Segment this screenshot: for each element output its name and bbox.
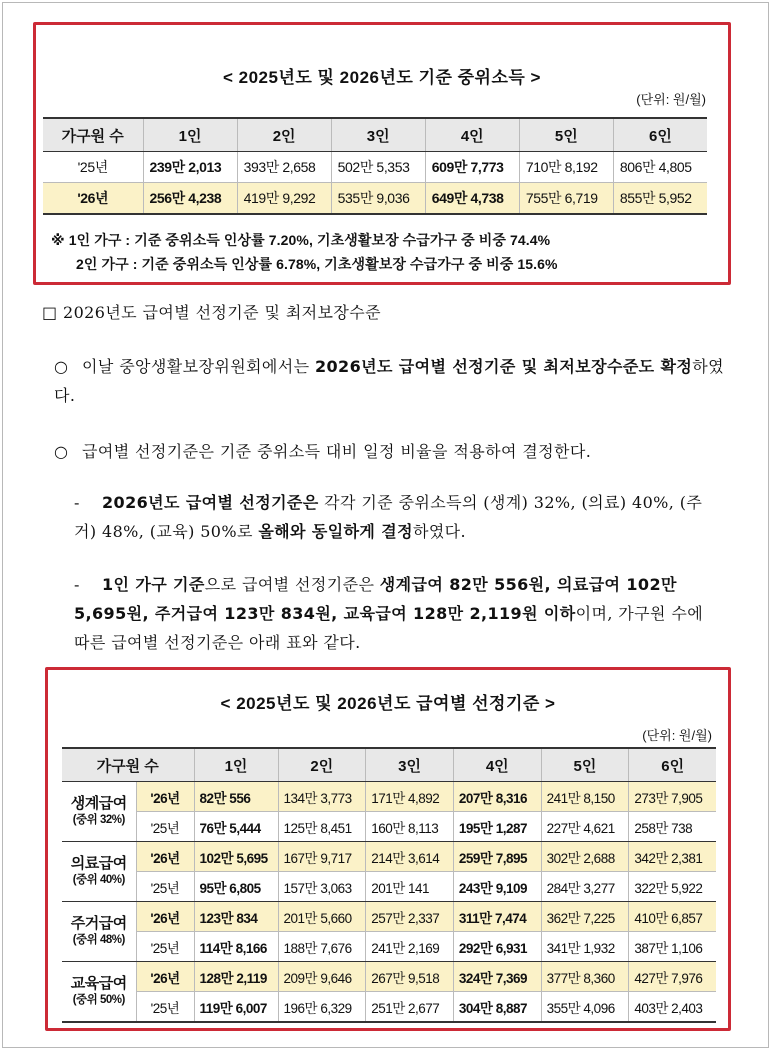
- circle-bullet: ○: [54, 442, 69, 461]
- value-cell: 123만 834: [194, 902, 278, 932]
- benefit-group-label: [62, 782, 136, 842]
- value-cell: 243만 9,109: [453, 872, 541, 902]
- value-cell: 311만 7,474: [453, 902, 541, 932]
- paragraph-2: [54, 437, 724, 466]
- value-cell: 341만 1,932: [541, 932, 629, 962]
- year-cell: '25년: [136, 872, 194, 902]
- dash-bullet: -: [74, 493, 80, 512]
- p4-text: 으로 급여별 선정기준은: [204, 575, 380, 594]
- value-cell: 649만 4,738: [425, 183, 519, 215]
- p3-text: 각각 기준 중위소득의 (생계) 32%, (의료) 40%, (주거) 48%, (교육) 50%로: [74, 493, 703, 541]
- paragraph-4: [74, 570, 724, 657]
- value-cell: 251만 2,677: [366, 992, 454, 1023]
- footnote-1: ※ 1인 가구 : 기준 중위소득 인상률 7.20%, 기초생활보장 수급가구 중 비중 74.4%: [51, 232, 551, 248]
- header-cell: 3인: [331, 118, 425, 152]
- benefit-name: 주거급여: [70, 914, 127, 932]
- header-cell: 2인: [278, 748, 366, 782]
- value-cell: 157만 3,063: [278, 872, 366, 902]
- year-cell: '26년: [136, 842, 194, 872]
- p2-text: 급여별 선정기준은 기준 중위소득 대비 일정 비율을 적용하여 결정한다.: [82, 442, 592, 461]
- value-cell: 82만 556: [194, 782, 278, 812]
- value-cell: 377만 8,360: [541, 962, 629, 992]
- value-cell: 134만 3,773: [278, 782, 366, 812]
- header-cell: 1인: [143, 118, 237, 152]
- p1-bold: 2026년도 급여별 선정기준 및 최저보장수준도 확정: [314, 357, 693, 376]
- header-cell: 6인: [629, 748, 716, 782]
- header-cell: 6인: [613, 118, 707, 152]
- value-cell: 125만 8,451: [278, 812, 366, 842]
- value-cell: 76만 5,444: [194, 812, 278, 842]
- benefit-group-label: [62, 842, 136, 902]
- year-cell: '26년: [136, 782, 194, 812]
- table-row: [62, 812, 716, 842]
- header-cell: 가구원 수: [62, 748, 194, 782]
- value-cell: 342만 2,381: [629, 842, 716, 872]
- p3-text-end: 하였다.: [412, 522, 467, 541]
- p3-bold-1: 2026년도 급여별 선정기준은: [102, 493, 319, 512]
- table-row: [62, 902, 716, 932]
- table-row: [62, 932, 716, 962]
- value-cell: 102만 5,695: [194, 842, 278, 872]
- value-cell: 114만 8,166: [194, 932, 278, 962]
- p1-text: 이날 중앙생활보장위원회에서는: [82, 357, 315, 376]
- year-cell: '26년: [43, 183, 143, 215]
- value-cell: 302만 2,688: [541, 842, 629, 872]
- year-cell: '25년: [43, 152, 143, 183]
- benefit-rate: (중위 50%): [72, 993, 125, 1006]
- value-cell: 171만 4,892: [366, 782, 454, 812]
- dash-bullet: -: [74, 575, 80, 594]
- paragraph-1: [54, 352, 724, 410]
- p3-bold-2: 올해와 동일하게 결정: [258, 522, 413, 541]
- benefit-group-label: [62, 902, 136, 962]
- value-cell: 273만 7,905: [629, 782, 716, 812]
- value-cell: 419만 9,292: [237, 183, 331, 215]
- header-cell: 가구원 수: [43, 118, 143, 152]
- footnote-2: 2인 가구 : 기준 중위소득 인상률 6.78%, 기초생활보장 수급가구 중 비중 15.6%: [76, 256, 558, 272]
- value-cell: 355만 4,096: [541, 992, 629, 1023]
- year-cell: '25년: [136, 932, 194, 962]
- table-row: [62, 842, 716, 872]
- value-cell: 209만 9,646: [278, 962, 366, 992]
- value-cell: 393만 2,658: [237, 152, 331, 183]
- benefit-rate: (중위 32%): [72, 813, 125, 826]
- value-cell: 535만 9,036: [331, 183, 425, 215]
- value-cell: 259만 7,895: [453, 842, 541, 872]
- benefit-criteria-unit: (단위: 원/월): [642, 728, 712, 743]
- year-cell: '25년: [136, 992, 194, 1023]
- p1-text-end: 하였다.: [54, 357, 724, 405]
- table-row: [62, 782, 716, 812]
- value-cell: 196만 6,329: [278, 992, 366, 1023]
- value-cell: 755만 6,719: [519, 183, 613, 215]
- paragraph-3: [74, 488, 724, 546]
- value-cell: 257만 2,337: [366, 902, 454, 932]
- table-row: [62, 872, 716, 902]
- value-cell: 427만 7,976: [629, 962, 716, 992]
- benefit-criteria-body: [62, 782, 716, 1023]
- value-cell: 362만 7,225: [541, 902, 629, 932]
- value-cell: 387만 1,106: [629, 932, 716, 962]
- value-cell: 214만 3,614: [366, 842, 454, 872]
- table-row: [43, 183, 707, 215]
- value-cell: 201만 141: [366, 872, 454, 902]
- year-cell: '26년: [136, 962, 194, 992]
- table-row: [62, 992, 716, 1023]
- header-cell: 2인: [237, 118, 331, 152]
- value-cell: 256만 4,238: [143, 183, 237, 215]
- year-cell: '25년: [136, 812, 194, 842]
- value-cell: 128만 2,119: [194, 962, 278, 992]
- median-income-box: [33, 22, 731, 285]
- header-cell: 5인: [519, 118, 613, 152]
- value-cell: 160만 8,113: [366, 812, 454, 842]
- benefit-criteria-title: < 2025년도 및 2026년도 급여별 선정기준 >: [220, 694, 556, 713]
- value-cell: 855만 5,952: [613, 183, 707, 215]
- value-cell: 267만 9,518: [366, 962, 454, 992]
- value-cell: 284만 3,277: [541, 872, 629, 902]
- median-income-table: [43, 117, 707, 215]
- value-cell: 502만 5,353: [331, 152, 425, 183]
- value-cell: 403만 2,403: [629, 992, 716, 1023]
- table-header-row: [43, 118, 707, 152]
- value-cell: 227만 4,621: [541, 812, 629, 842]
- value-cell: 201만 5,660: [278, 902, 366, 932]
- header-cell: 5인: [541, 748, 629, 782]
- value-cell: 167만 9,717: [278, 842, 366, 872]
- benefit-criteria-table: [62, 747, 716, 1023]
- benefit-criteria-box: [45, 667, 731, 1031]
- value-cell: 710만 8,192: [519, 152, 613, 183]
- table-row: [62, 962, 716, 992]
- benefit-group-label: [62, 962, 136, 1023]
- benefit-rate: (중위 48%): [72, 933, 125, 946]
- header-cell: 1인: [194, 748, 278, 782]
- value-cell: 95만 6,805: [194, 872, 278, 902]
- value-cell: 119만 6,007: [194, 992, 278, 1023]
- section-heading: □ 2026년도 급여별 선정기준 및 최저보장수준: [42, 303, 381, 322]
- value-cell: 207만 8,316: [453, 782, 541, 812]
- value-cell: 258만 738: [629, 812, 716, 842]
- p4-bold-1: 1인 가구 기준: [102, 575, 205, 594]
- p4-bold-2: 생계급여 82만 556원, 의료급여 102만 5,695원, 주거급여 123만 834원, 교육급여 128만 2,119원 이하: [74, 575, 677, 623]
- value-cell: 806만 4,805: [613, 152, 707, 183]
- median-income-unit: (단위: 원/월): [636, 92, 706, 107]
- circle-bullet: ○: [54, 357, 69, 376]
- median-income-title: < 2025년도 및 2026년도 기준 중위소득 >: [223, 68, 541, 87]
- year-cell: '26년: [136, 902, 194, 932]
- value-cell: 609만 7,773: [425, 152, 519, 183]
- header-cell: 3인: [366, 748, 454, 782]
- benefit-name: 교육급여: [70, 974, 127, 992]
- value-cell: 324만 7,369: [453, 962, 541, 992]
- value-cell: 188만 7,676: [278, 932, 366, 962]
- table-row: [43, 152, 707, 183]
- value-cell: 195만 1,287: [453, 812, 541, 842]
- value-cell: 410만 6,857: [629, 902, 716, 932]
- header-cell: 4인: [453, 748, 541, 782]
- benefit-name: 생계급여: [70, 794, 127, 812]
- value-cell: 239만 2,013: [143, 152, 237, 183]
- p4-text-end: 이며, 가구원 수에 따른 급여별 선정기준은 아래 표와 같다.: [74, 604, 704, 652]
- benefit-name: 의료급여: [70, 854, 127, 872]
- value-cell: 241만 2,169: [366, 932, 454, 962]
- header-cell: 4인: [425, 118, 519, 152]
- table-header-row: [62, 748, 716, 782]
- value-cell: 322만 5,922: [629, 872, 716, 902]
- value-cell: 304만 8,887: [453, 992, 541, 1023]
- value-cell: 241만 8,150: [541, 782, 629, 812]
- benefit-rate: (중위 40%): [72, 873, 125, 886]
- value-cell: 292만 6,931: [453, 932, 541, 962]
